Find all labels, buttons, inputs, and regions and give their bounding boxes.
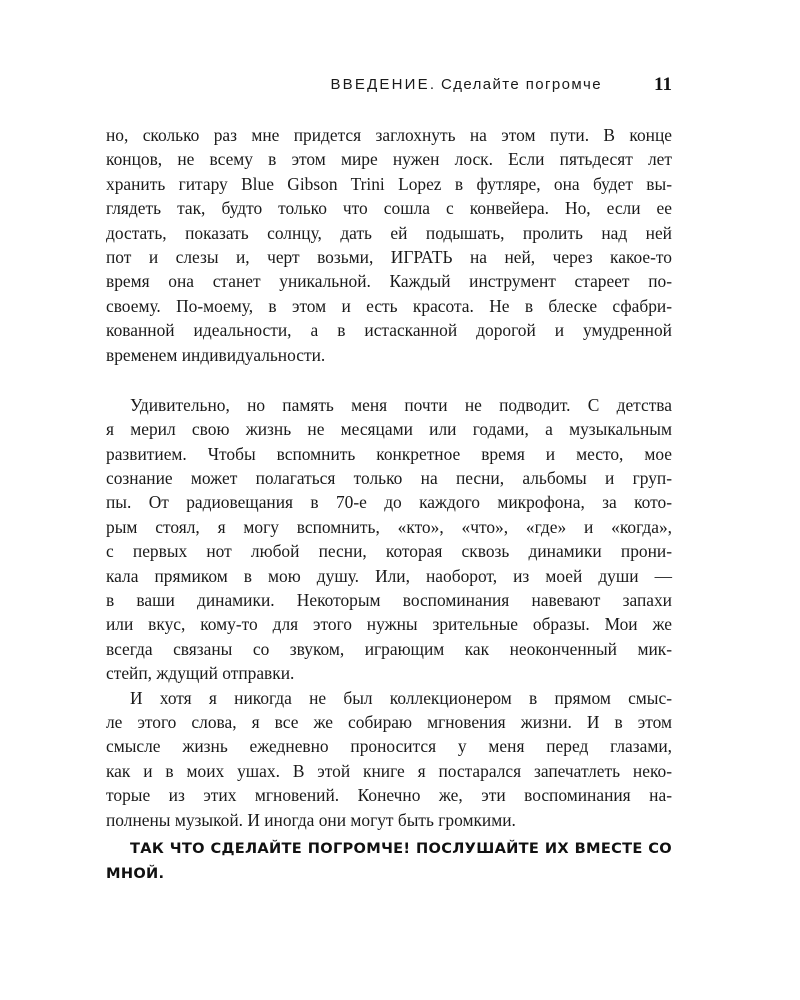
paragraph-continuation bbox=[106, 123, 672, 367]
running-header bbox=[106, 74, 672, 100]
text-line: кала прямиком в мою душу. Или, наоборот, из моей души — bbox=[106, 565, 672, 586]
text-line: полнены музыкой. И иногда они могут быть громкими. bbox=[106, 809, 516, 830]
text-line: ле этого слова, я все же собираю мгновения жизни. И в этом bbox=[106, 711, 672, 732]
text-line: пы. От радиовещания в 70-е до каждого микрофона, за кото- bbox=[106, 492, 672, 513]
section-subtitle: . Сделайте погромче bbox=[429, 76, 602, 93]
text-line: с первых нот любой песни, которая сквозь динамики прони- bbox=[106, 541, 672, 562]
text-line: развитием. Чтобы вспомнить конкретное время и место, мое bbox=[106, 443, 672, 464]
text-line: сознание может полагаться только на песни, альбомы и груп- bbox=[106, 468, 672, 489]
paragraph-separator bbox=[106, 367, 672, 393]
text-line: хранить гитару Blue Gibson Trini Lopez в футляре, она будет вы- bbox=[106, 173, 672, 194]
text-line: И хотя я никогда не был коллекционером в прямом смыс- bbox=[130, 687, 672, 708]
paragraph-collector bbox=[106, 686, 672, 832]
text-line: концов, не всему в этом мире нужен лоск. Если пятьдесят лет bbox=[106, 149, 672, 170]
cta-line: МНОЙ. bbox=[106, 865, 165, 883]
text-line: временем индивидуальности. bbox=[106, 344, 326, 365]
text-line: но, сколько раз мне придется заглохнуть на этом пути. В конце bbox=[106, 125, 672, 145]
text-line: или вкус, кому-то для этого нужны зрительные образы. Мои же bbox=[106, 614, 672, 635]
text-line: я мерил свою жизнь не месяцами или годами, а музыкальным bbox=[106, 419, 672, 440]
text-line: своему. По-моему, в этом и есть красота. Не в блеске сфабри- bbox=[106, 295, 672, 316]
text-line: в ваши динамики. Некоторым воспоминания навевают запахи bbox=[106, 590, 672, 611]
text-line: всегда связаны со звуком, играющим как неоконченный мик- bbox=[106, 638, 672, 659]
text-line: торые из этих мгновений. Конечно же, эти воспоминания на- bbox=[106, 785, 672, 806]
text-line: пот и слезы и, черт возьми, ИГРАТЬ на ней, через какое-то bbox=[106, 246, 672, 267]
paragraph-memory bbox=[106, 393, 672, 686]
text-line: достать, показать солнцу, дать ей подышать, пролить над ней bbox=[106, 222, 672, 243]
body-text bbox=[106, 123, 672, 887]
cta-line: ТАК ЧТО СДЕЛАЙТЕ ПОГРОМЧЕ! ПОСЛУШАЙТЕ ИХ ВМЕСТЕ СО bbox=[130, 839, 672, 857]
text-line: глядеть так, будто только что сошла с конвейера. Но, если ее bbox=[106, 198, 672, 219]
call-to-action bbox=[106, 836, 672, 887]
text-line: стейп, ждущий отправки. bbox=[106, 663, 295, 684]
section-name: ВВЕДЕНИЕ bbox=[330, 76, 430, 93]
text-line: время она станет уникальной. Каждый инструмент стареет по- bbox=[106, 271, 672, 292]
text-line: смысле жизнь ежедневно проносится у меня перед глазами, bbox=[106, 736, 672, 757]
page-number: 11 bbox=[654, 74, 672, 95]
text-line: кованной идеальности, а в истасканной дорогой и умудренной bbox=[106, 320, 672, 341]
text-line: как и в моих ушах. В этой книге я постарался запечатлеть неко- bbox=[106, 760, 672, 781]
text-line: Удивительно, но память меня почти не подводит. С детства bbox=[130, 394, 672, 415]
text-line: рым стоял, я могу вспомнить, «кто», «что», «где» и «когда», bbox=[106, 516, 672, 537]
running-title bbox=[330, 76, 602, 93]
